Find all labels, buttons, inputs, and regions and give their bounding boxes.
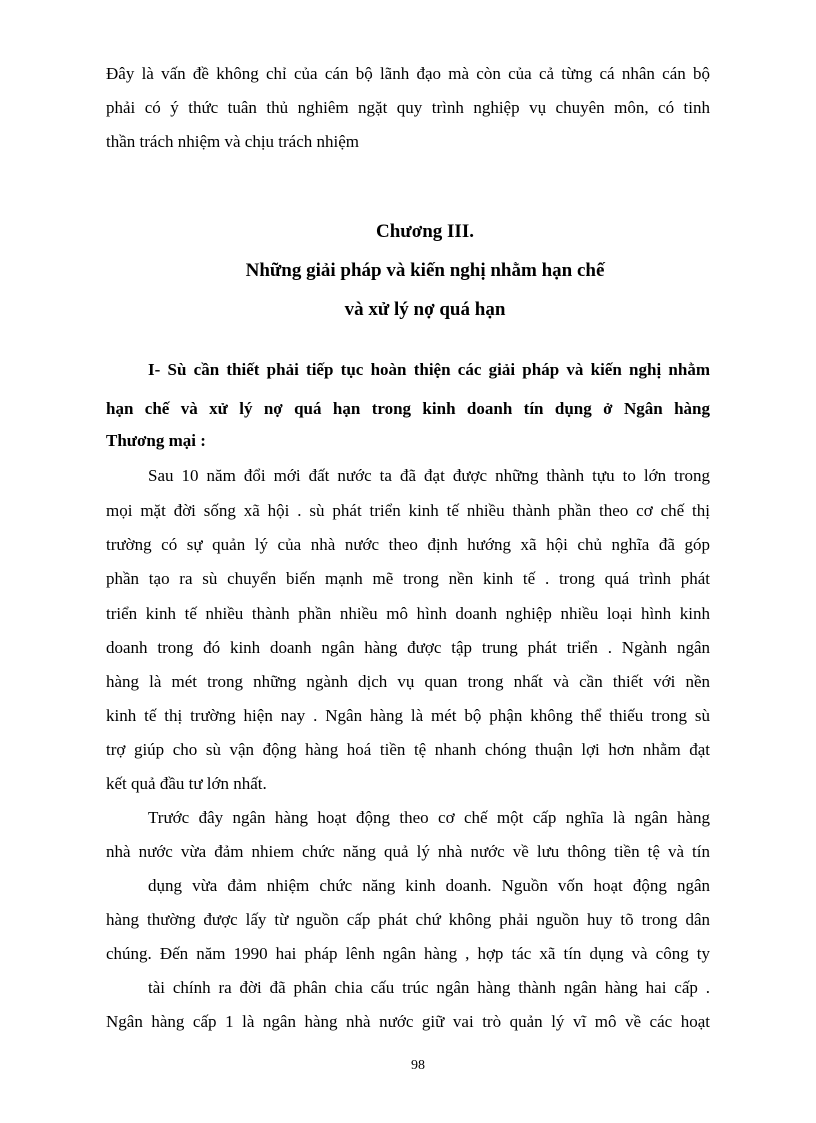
- paragraph1-line-5: triển kinh tế nhiều thành phần nhiều mô hình doanh nghiệp nhiều loại hình kinh: [106, 604, 710, 623]
- paragraph2-line-7: Ngân hàng cấp 1 là ngân hàng nhà nước giữ vai trò quản lý vĩ mô về các hoạt: [106, 1012, 710, 1031]
- section-heading-line-2: hạn chế và xử lý nợ quá hạn trong kinh doanh tín dụng ở Ngân hàng: [106, 399, 710, 418]
- paragraph2-line-2: nhà nước vừa đảm nhiem chức năng quả lý nhà nước về lưu thông tiền tệ và tín: [106, 842, 710, 861]
- paragraph1-line-7: hàng là mét trong những ngành dịch vụ quan trong nhất và cần thiết với nền: [106, 672, 710, 691]
- paragraph1-line-3: trường có sự quản lý của nhà nước theo định hướng xã hội chủ nghĩa đã góp: [106, 535, 710, 554]
- paragraph1-line-6: doanh trong đó kinh doanh ngân hàng được tập trung phát triển . Ngành ngân: [106, 638, 710, 657]
- paragraph1-line-9: trợ giúp cho sù vận động hàng hoá tiền tệ nhanh chóng thuận lợi hơn nhằm đạt: [106, 740, 710, 759]
- intro-line-3: thần trách nhiệm và chịu trách nhiệm: [106, 132, 360, 151]
- page-number: 98: [411, 1058, 425, 1073]
- chapter-title-line-2: và xử lý nợ quá hạn: [344, 299, 506, 320]
- chapter-number: Chương III.: [376, 221, 474, 242]
- section-heading-line-3: Thương mại :: [106, 431, 206, 450]
- paragraph2-line-4: hàng thường được lấy từ nguồn cấp phát chứ không phải nguồn huy tõ trong dân: [106, 910, 710, 929]
- section-heading-line-1: I- Sù cần thiết phải tiếp tục hoàn thiện các giải pháp và kiến nghị nhằm: [148, 360, 710, 379]
- paragraph1-line-2: mọi mặt đời sống xã hội . sù phát triển kinh tế nhiều thành phần theo cơ chế thị: [106, 501, 710, 520]
- paragraph1-line-4: phần tạo ra sù chuyển biến mạnh mẽ trong nền kinh tế . trong quá trình phát: [106, 569, 710, 588]
- paragraph2-line-1: Trước đây ngân hàng hoạt động theo cơ chế một cấp nghĩa là ngân hàng: [148, 808, 710, 827]
- intro-line-1: Đây là vấn đề không chỉ của cán bộ lãnh đạo mà còn của cả từng cá nhân cán bộ: [106, 64, 710, 83]
- intro-line-2: phải có ý thức tuân thủ nghiêm ngặt quy trình nghiệp vụ chuyên môn, có tinh: [106, 98, 710, 117]
- paragraph2-line-3: dụng vừa đảm nhiệm chức năng kinh doanh. Nguồn vốn hoạt động ngân: [148, 876, 710, 895]
- paragraph2-line-6: tài chính ra đời đã phân chia cấu trúc ngân hàng thành ngân hàng hai cấp .: [148, 978, 710, 997]
- chapter-title-line-1: Những giải pháp và kiến nghị nhằm hạn chế: [245, 260, 605, 281]
- paragraph1-line-1: Sau 10 năm đổi mới đất nước ta đã đạt được những thành tựu to lớn trong: [148, 466, 710, 485]
- paragraph1-line-10: kết quả đầu tư lớn nhất.: [106, 774, 267, 793]
- paragraph1-line-8: kinh tế thị trường hiện nay . Ngân hàng là mét bộ phận không thể thiếu trong sù: [106, 706, 710, 725]
- paragraph2-line-5: chúng. Đến năm 1990 hai pháp lênh ngân hàng , hợp tác xã tín dụng và công ty: [106, 944, 710, 963]
